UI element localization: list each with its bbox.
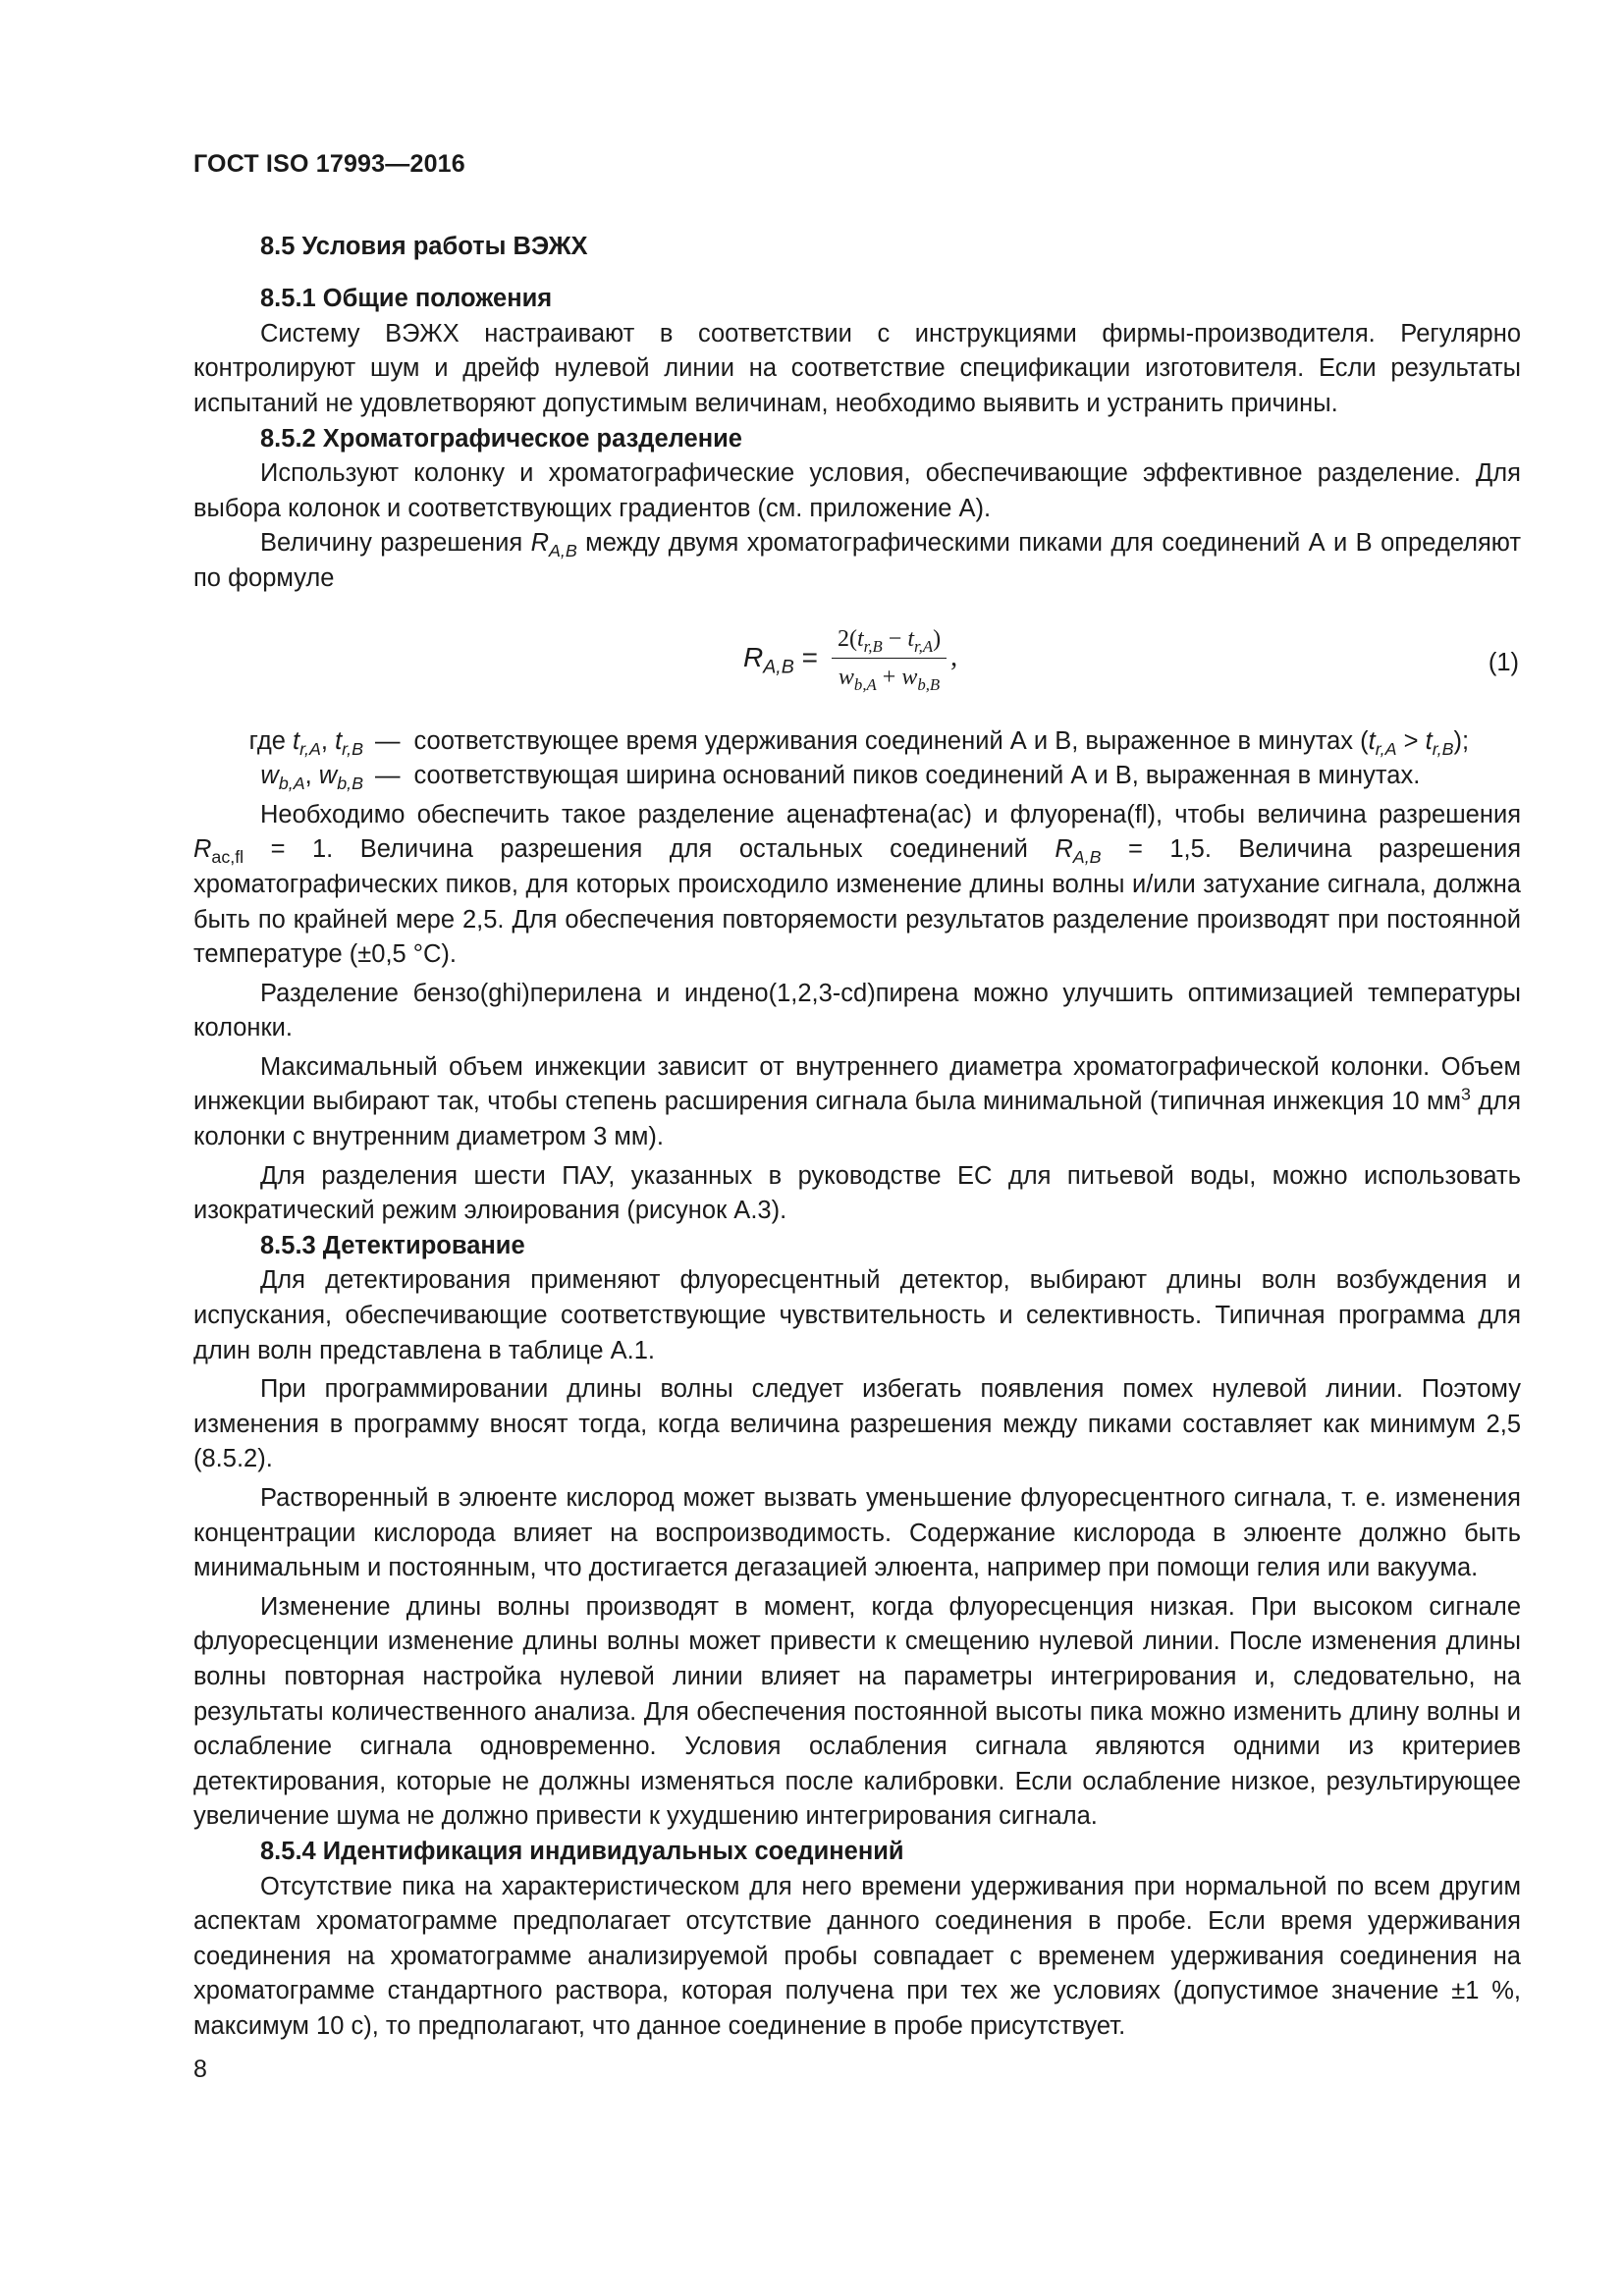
formula-denominator: $w_{b,A} + w_{b,B}$ [838,664,941,694]
paragraph: Необходимо обеспечить такое разделение аценафтена(ac) и флуорена(fl), чтобы величина разрешения $R_{ac,fl} = 1$. Величина разрешения для остальных соединений $R_{A,B} = 1,5$. Величина разрешения хроматографических пиков, для которых происходило изменение длины волны и/или затухание сигнала, должна быть по крайней мере 2,5. Для обеспечения повторяемости результатов разделение производят при постоянной температуре (±0,5 °С). [193,800,1521,969]
document-page [193,147,1521,2087]
section-8-5-1-heading: 8.5.1 Общие положения [260,285,553,313]
section-8-5-2-heading: 8.5.2 Хроматографическое разделение [260,424,742,453]
paragraph: При программировании длины волны следует избегать появления помех нулевой линии. Поэтому изменения в программу вносят тогда, когда величина разрешения между пиками составляет как минимум 2,5 (8.5.2). [193,1375,1521,1473]
paragraph: Растворенный в элюенте кислород может вызвать уменьшение флуоресцентного сигнала, т. е. изменения концентрации кислорода влияет на воспроизводимость. Содержание кислорода в элюенте должно быть минимальным и постоянным, что достигается дегазацией элюента, например при помощи гелия или вакуума. [193,1484,1521,1582]
page-number: 8 [193,2055,207,2083]
paragraph: Разделение бензо(ghi)перилена и индено(1,2,3-cd)пирена можно улучшить оптимизацией температуры колонки. [193,979,1521,1042]
paragraph: Отсутствие пика на характеристическом для него времени удерживания при нормальной по всем другим аспектам хроматограмме предполагает отсутствие данного соединения в пробе. Если время удерживания соединения на хроматограмме анализируемой пробы совпадает с временем удерживания соединения на хроматограмме стандартного раствора, которая получена при тех же условиях (допустимое значение ±1 %, максимум 10 с), то предполагают, что данное соединение в пробе присутствует. [193,1872,1521,2040]
paragraph: Максимальный объем инжекции зависит от внутреннего диаметра хроматографической колонки. Объем инжекции выбирают так, чтобы степень расширения сигнала была минимальной (типичная инжекция 10 $мм^3$ для колонки с внутренним диаметром 3 мм). [193,1052,1521,1151]
paragraph: Используют колонку и хроматографические условия, обеспечивающие эффективное разделение. Для выбора колонок и соответствующих градиентов (см. приложение А). [193,459,1521,522]
where-symbol: где $t_{r,A}$, $t_{r,B}$ [248,726,363,759]
resolution-formula: $R_{A,B}$ = $\frac{2(t_{r,B} - t_{r,A})}{w_{b,A} + w_{b,B}}$ , [743,625,958,694]
equation-number: (1) [1488,648,1519,676]
document-header: ГОСТ ISO 17993—2016 [193,150,465,178]
section-8-5-4-heading: 8.5.4 Идентификация индивидуальных соединений [260,1837,904,1865]
paragraph: Для детектирования применяют флуоресцентный детектор, выбирают длины волн возбуждения и испускания, обеспечивающие соответствующие чувствительность и селективность. Типичная программа для длин волн представлена в таблице А.1. [193,1266,1521,1364]
paragraph: Изменение длины волны производят в момент, когда флуоресценция низкая. При высоком сигнале флуоресценции изменение длины волны может привести к смещению нулевой линии. После изменения длины волны повторная настройка нулевой линии влияет на параметры интегрирования и, следовательно, на результаты количественного анализа. Для обеспечения постоянной высоты пика можно изменить длину волны и ослабление сигнала одновременно. Условия ослабления сигнала являются одними из критериев детектирования, которые не должны изменяться после калибровки. Если ослабление низкое, результирующее увеличение шума не должно привести к ухудшению интегрирования сигнала. [193,1592,1521,1831]
where-row: где $t_{r,A}$, $t_{r,B}$ — соответствующее время удерживания соединений А и В, выраженное в минутах $(t_{r,A} > t_{r,B})$; [193,724,1521,760]
paragraph: Для разделения шести ПАУ, указанных в руководстве ЕС для питьевой воды, можно использовать изократический режим элюирования (рисунок А.3). [193,1161,1521,1225]
section-8-5-heading: 8.5 Условия работы ВЭЖХ [260,232,588,260]
where-symbol: $w_{b,A}$, $w_{b,B}$ [260,762,363,794]
where-row: $w_{b,A}$, $w_{b,B}$ — соответствующая ширина оснований пиков соединений А и В, выраженная в минутах. [193,759,1521,794]
formula-numerator: $2(t_{r,B} - t_{r,A})$ [832,624,947,659]
section-8-5-3-heading: 8.5.3 Детектирование [260,1231,525,1259]
paragraph: Величину разрешения $R_{A,B}$ между двумя хроматографическими пиками для соединений А и В определяют по формуле [193,529,1522,592]
paragraph: Систему ВЭЖХ настраивают в соответствии с инструкциями фирмы-производителя. Регулярно контролируют шум и дрейф нулевой линии на соответствие спецификации изготовителя. Если результаты испытаний не удовлетворяют допустимым величинам, необходимо выявить и устранить причины. [193,319,1521,417]
formula-fraction [832,624,947,692]
where-definition: соответствующее время удерживания соединений А и В, выраженное в минутах $(t_{r,A} > t_{r,B})$; [413,726,1470,759]
where-definition: соответствующая ширина оснований пиков соединений А и В, выраженная в минутах. [413,762,1421,790]
formula-1 [193,611,1521,717]
